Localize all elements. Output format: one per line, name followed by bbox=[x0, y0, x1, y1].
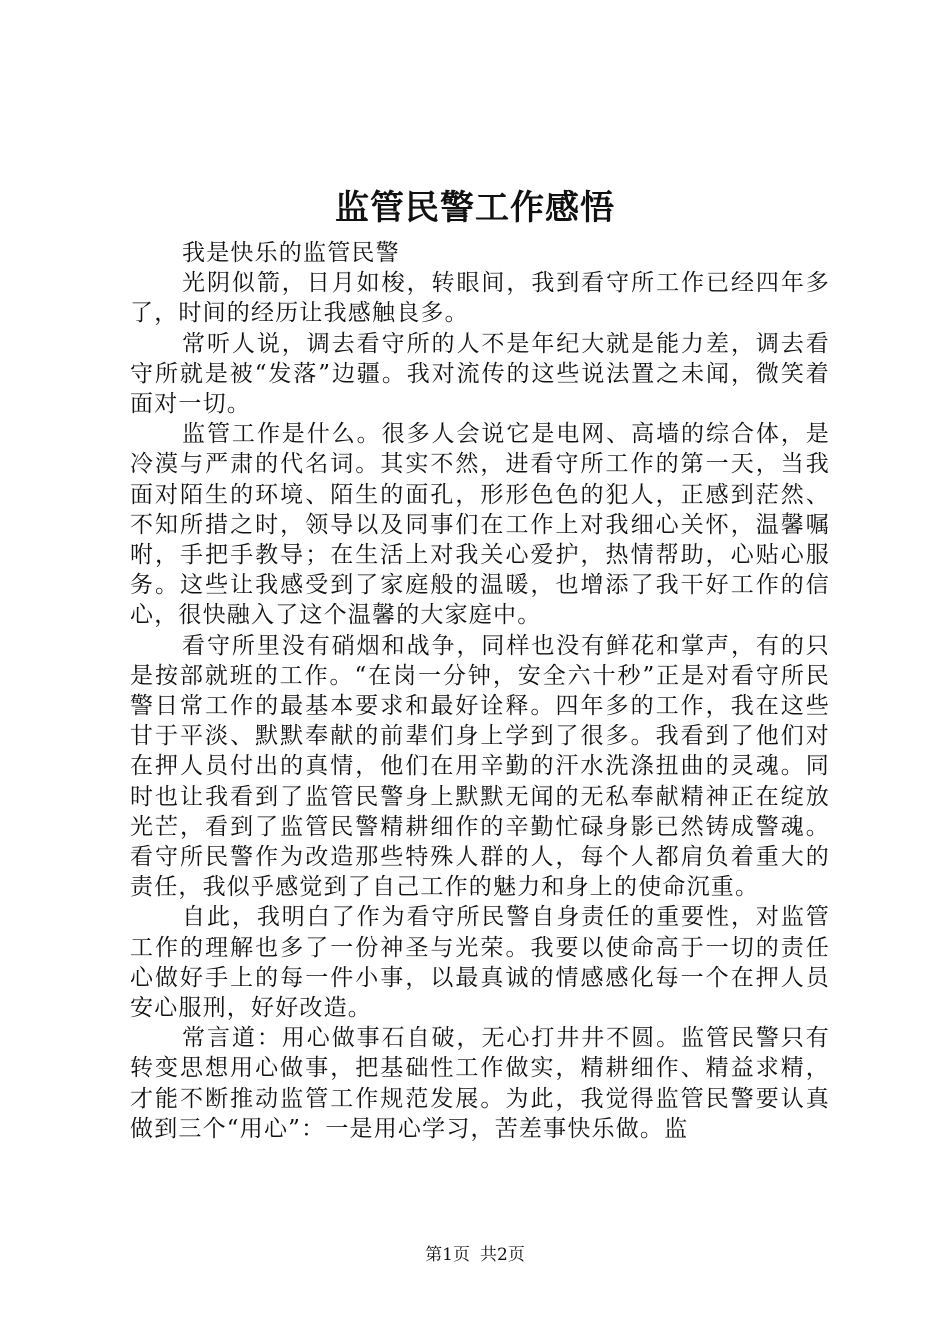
page-footer bbox=[0, 1244, 950, 1266]
paragraph-subtitle: 我是快乐的监管民警 bbox=[182, 240, 400, 266]
paragraph: 看守所里没有硝烟和战争，同样也没有鲜花和掌声，有的只是按部就班的工作。“在岗一分钟，安全六十秒”正是对看守所民警日常工作的最基本要求和最好诠释。四年多的工作，我在这些甘于平淡、默默奉献的前辈们身上学到了很多。我看到了他们对在押人员付出的真情，他们在用辛勤的汗水洗涤扭曲的灵魂。同时也让我看到了监管民警身上默默无闻的无私奉献精神正在绽放光芒，看到了监管民警精耕细作的辛勤忙碌身影已然铸成警魂。看守所民警作为改造那些特殊人群的人，每个人都肩负着重大的责任，我似乎感觉到了自己工作的魅力和身上的使命沉重。 bbox=[130, 632, 830, 901]
paragraph: 监管工作是什么。很多人会说它是电网、高墙的综合体，是冷漠与严肃的代名词。其实不然，进看守所工作的第一天，当我面对陌生的环境、陌生的面孔，形形色色的犯人，正感到茫然、不知所措之时，领导以及同事们在工作上对我细心关怀，温馨嘱咐，手把手教导；在生活上对我关心爱护，热情帮助，心贴心服务。这些让我感受到了家庭般的温暖，也增添了我干好工作的信心，很快融入了这个温馨的大家庭中。 bbox=[130, 421, 830, 629]
document-body bbox=[130, 238, 830, 1144]
paragraph: 常听人说，调去看守所的人不是年纪大就是能力差，调去看守所就是被“发落”边疆。我对流传的这些说法置之未闻，微笑着面对一切。 bbox=[130, 330, 830, 418]
page-number: 第1页 bbox=[425, 1245, 470, 1265]
document-title: 监管民警工作感悟 bbox=[335, 188, 615, 228]
page-total: 共2页 bbox=[480, 1245, 525, 1265]
paragraph: 自此，我明白了作为看守所民警自身责任的重要性，对监管工作的理解也多了一份神圣与光荣。我要以使命高于一切的责任心做好手上的每一件小事，以最真诚的情感感化每一个在押人员安心服刑，好好改造。 bbox=[130, 904, 830, 1022]
paragraph: 光阴似箭，日月如梭，转眼间，我到看守所工作已经四年多了，时间的经历让我感触良多。 bbox=[130, 270, 830, 327]
paragraph: 常言道：用心做事石自破，无心打井井不圆。监管民警只有转变思想用心做事，把基础性工作做实，精耕细作、精益求精，才能不断推动监管工作规范发展。为此，我觉得监管民警要认真做到三个“用心”：一是用心学习，苦差事快乐做。监 bbox=[130, 1025, 830, 1142]
